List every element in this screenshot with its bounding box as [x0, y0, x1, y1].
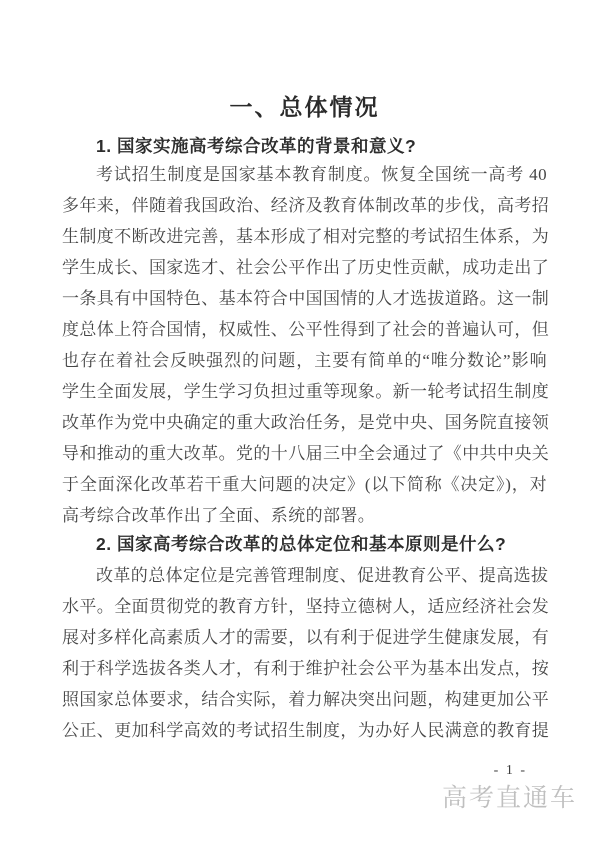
section-1-paragraph: [62, 159, 550, 531]
body-line: 学生成长、国家选才、社会公平作出了历史性贡献，成功走出了: [62, 258, 550, 277]
body-line: 考试招生制度是国家基本教育制度。恢复全国统一高考 40: [96, 165, 547, 184]
body-line: 一条具有中国特色、基本符合中国国情的人才选拔道路。这一制: [62, 289, 550, 308]
page-title: 一、总体情况: [229, 94, 380, 120]
body-line: 也存在着社会反映强烈的问题，主要有简单的“唯分数论”影响: [62, 351, 547, 370]
watermark-text: 高考直通车: [441, 785, 577, 812]
body-line: 生制度不断改进完善，基本形成了相对完整的考试招生体系，为: [62, 227, 550, 246]
body-line: 多年来，伴随着我国政治、经济及教育体制改革的步伐，高考招: [62, 196, 550, 215]
section-2-heading: 2. 国家高考综合改革的总体定位和基本原则是什么?: [96, 534, 507, 554]
section-1-heading: 1. 国家实施高考综合改革的背景和意义?: [96, 136, 417, 156]
body-line: 改革作为党中央确定的重大政治任务，是党中央、国务院直接领: [62, 413, 550, 432]
body-line: 公正、更加科学高效的考试招生制度，为办好人民满意的教育提: [62, 721, 550, 740]
body-line: 展对多样化高素质人才的需要，以有利于促进学生健康发展，有: [62, 628, 550, 647]
body-line: 利于科学选拔各类人才，有利于维护社会公平为基本出发点，按: [62, 659, 550, 678]
body-line: 改革的总体定位是完善管理制度、促进教育公平、提高选拔: [96, 566, 549, 585]
body-line: 照国家总体要求，结合实际，着力解决突出问题，构建更加公平: [62, 690, 550, 709]
body-line: 导和推动的重大改革。党的十八届三中全会通过了《中共中央关: [62, 444, 550, 463]
body-line: 于全面深化改革若干重大问题的决定》(以下简称《决定》)，对: [62, 475, 547, 494]
body-line: 高考综合改革作出了全面、系统的部署。: [62, 506, 376, 525]
page-content: [62, 0, 550, 779]
page-number: - 1 -: [493, 763, 527, 778]
body-line: 度总体上符合国情，权威性、公平性得到了社会的普遍认可，但: [62, 320, 550, 339]
body-line: 水平。全面贯彻党的教育方针，坚持立德树人，适应经济社会发: [62, 597, 550, 616]
section-2-paragraph: [62, 560, 550, 746]
body-line: 学生全面发展，学生学习负担过重等现象。新一轮考试招生制度: [62, 382, 550, 401]
